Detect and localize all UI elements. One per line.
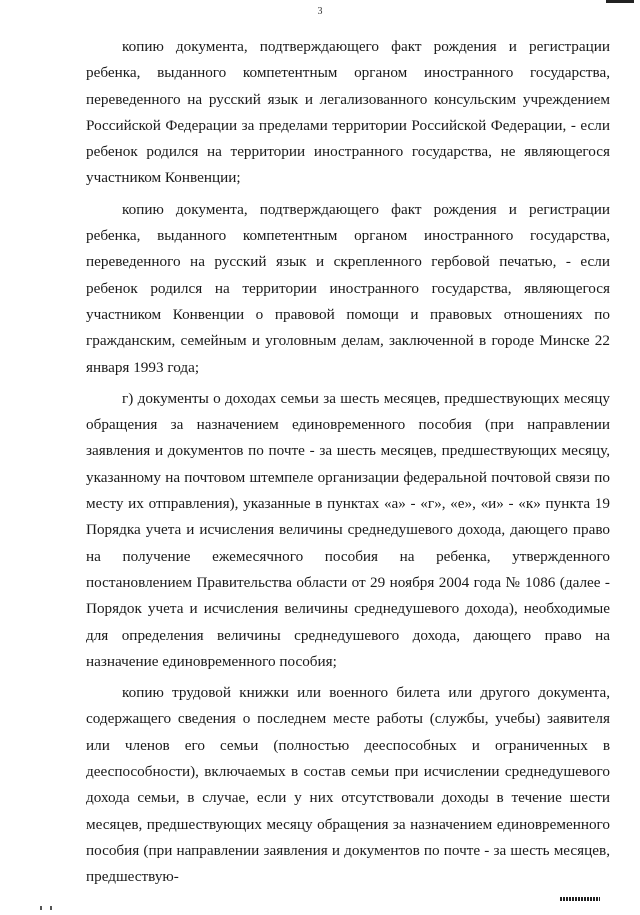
paragraph-income-documents: г) документы о доходах семьи за шесть месяцев, предшествующих месяцу обращения за назначением единовременного пособия (при направлении заявления и документов по почте - за шесть месяцев, предшествующих месяцу, указанному на почтовом штемпеле организации федеральной почтовой связи по месту их отправления), указанные в пунктах «а» - «г», «е», «и» - «к» пункта 19 Порядка учета и исчисления величины среднедушевого дохода, дающего право на получение ежемесячного пособия на ребенка, утвержденного постановлением Правительства области от 29 ноября 2004 года № 1086 (далее - Порядок учета и исчисления величины среднедушевого дохода), необходимые для определения величины среднедушевого дохода, дающего право на назначение единовременного пособия; (86, 389, 610, 670)
paragraph-birth-doc-non-convention: копию документа, подтверждающего факт рождения и регистрации ребенка, выданного компетентным органом иностранного государства, переведенного на русский язык и легализованного консульским учреждением Российской Федерации за пределами территории Российской Федерации, - если ребенок родился на территории иностранного государства, не являющегося участником Конвенции; (86, 38, 610, 187)
page-number: 3 (317, 6, 323, 17)
scan-footer-mark-right (560, 897, 600, 901)
scan-footer-mark-left (40, 897, 70, 901)
paragraph-employment-record: копию трудовой книжки или военного билета или другого документа, содержащего сведения о последнем месте работы (службы, учебы) заявителя или членов его семьи (полностью дееспособных и ограниченных в дееспособности), включаемых в состав семьи при исчислении среднедушевого дохода семьи, в случае, если у них отсутствовали доходы в течение шести месяцев, предшествующих месяцу обращения за назначением единовременного пособия (при направлении заявления и документов по почте - за шесть месяцев, предшествую- (86, 684, 610, 886)
body-text (86, 34, 610, 891)
scan-corner-mark (606, 0, 634, 3)
paragraph-birth-doc-convention: копию документа, подтверждающего факт рождения и регистрации ребенка, выданного компетентным органом иностранного государства, переведенного на русский язык и скрепленного гербовой печатью, - если ребенок родился на территории иностранного государства, являющегося участником Конвенции о правовой помощи и правовых отношениях по гражданским, семейным и уголовным делам, заключенной в городе Минске 22 января 1993 года; (86, 200, 610, 376)
